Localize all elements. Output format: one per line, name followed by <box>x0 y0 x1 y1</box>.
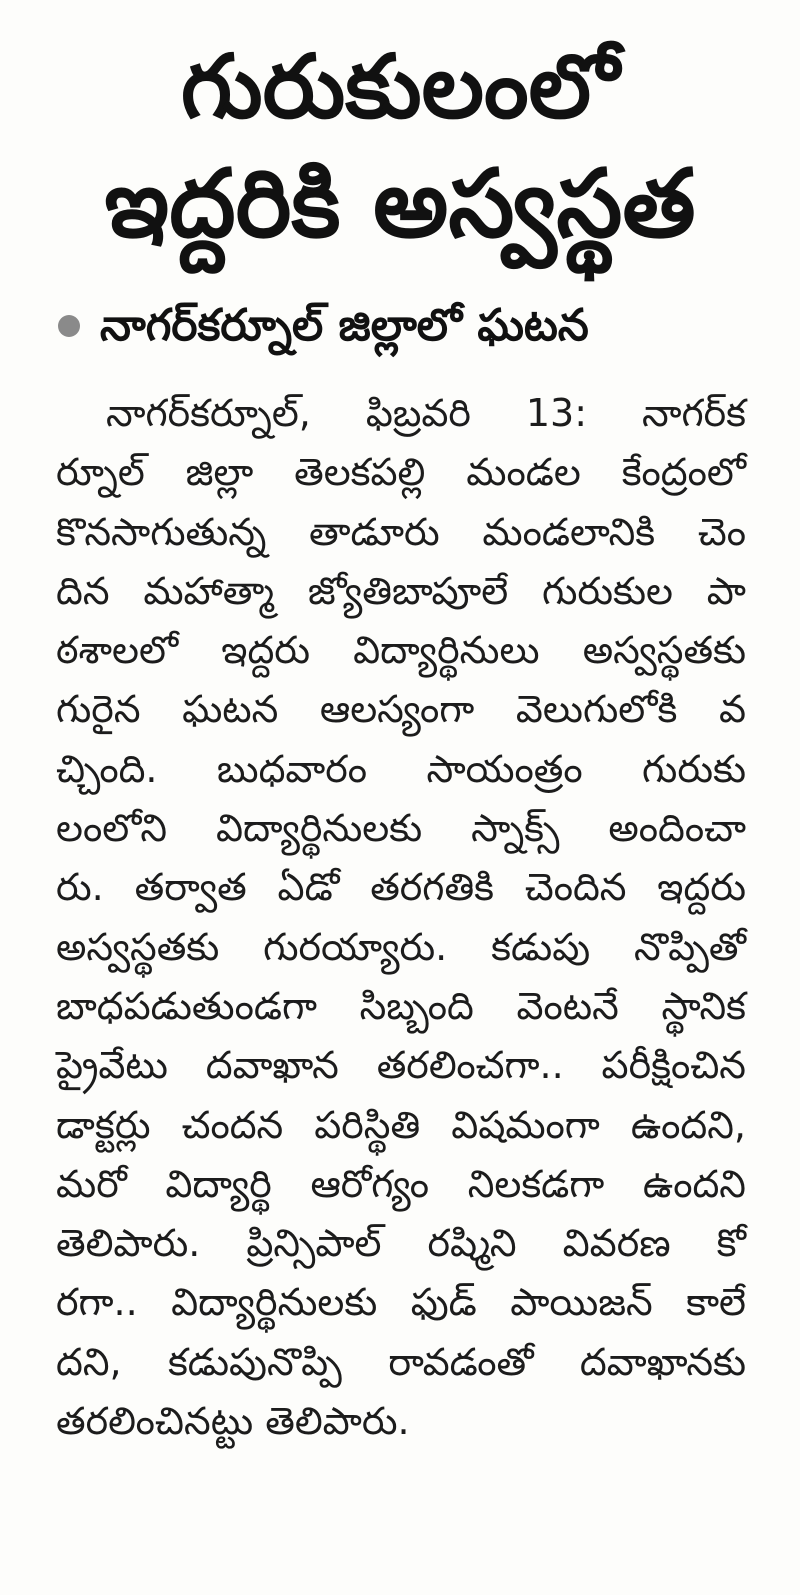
body-line: లంలోని విద్యార్థినులకు స్నాక్స్‌ అందించా <box>56 806 746 851</box>
headline-line-1: గురుకులంలో <box>180 35 620 138</box>
body-line: నాగర్‌కర్నూల్‌, ఫిబ్రవరి 13: నాగర్‌క <box>106 391 746 435</box>
body-line: రగా.. విద్యార్థినులకు ఫుడ్‌ పాయిజన్‌ కాలే <box>56 1280 746 1325</box>
body-line: ర్నూల్‌ జిల్లా తెలకపల్లి మండల కేంద్రంలో <box>56 450 746 495</box>
body-line: బాధపడుతుండగా సిబ్బంది వెంటనే స్థానిక <box>56 983 746 1028</box>
bullet-dot-icon <box>58 315 80 337</box>
subheading <box>58 296 589 356</box>
body-line: ప్రైవేటు దవాఖాన తరలించగా.. పరీక్షించిన <box>56 1043 746 1088</box>
body-line: తెలిపారు. ప్రిన్సిపాల్‌ రష్మిని వివరణ కో <box>56 1221 746 1266</box>
body-line: అస్వస్థతకు గురయ్యారు. కడుపు నొప్పితో <box>56 924 746 969</box>
body-line: దిన మహాత్మా జ్యోతిబాపూలే గురుకుల పా <box>56 568 746 613</box>
body-line: ఠశాలలో ఇద్దరు విద్యార్థినులు అస్వస్థతకు <box>56 628 746 673</box>
body-line: గురైన ఘటన ఆలస్యంగా వెలుగులోకి వ <box>56 687 746 732</box>
body-line: రు. తర్వాత ఏడో తరగతికి చెందిన ఇద్దరు <box>56 865 746 910</box>
article-body <box>56 384 746 1451</box>
body-line: మరో విద్యార్థి ఆరోగ్యం నిలకడగా ఉందని <box>56 1161 746 1206</box>
body-line: తరలించినట్టు తెలిపారు. <box>56 1399 410 1444</box>
body-line: డాక్టర్లు చందన పరిస్థితి విషమంగా ఉందని, <box>56 1102 746 1147</box>
body-line: కొనసాగుతున్న తాడూరు మండలానికి చెం <box>56 509 746 554</box>
body-line: దని, కడుపునొప్పి రావడంతో దవాఖానకు <box>56 1339 746 1384</box>
headline-line-2: ఇద్దరికి అస్వస్థత <box>104 150 696 259</box>
body-line: చ్చింది. బుధవారం సాయంత్రం గురుకు <box>56 746 746 791</box>
subheading-text: నాగర్‌కర్నూల్‌ జిల్లాలో ఘటన <box>100 300 589 351</box>
